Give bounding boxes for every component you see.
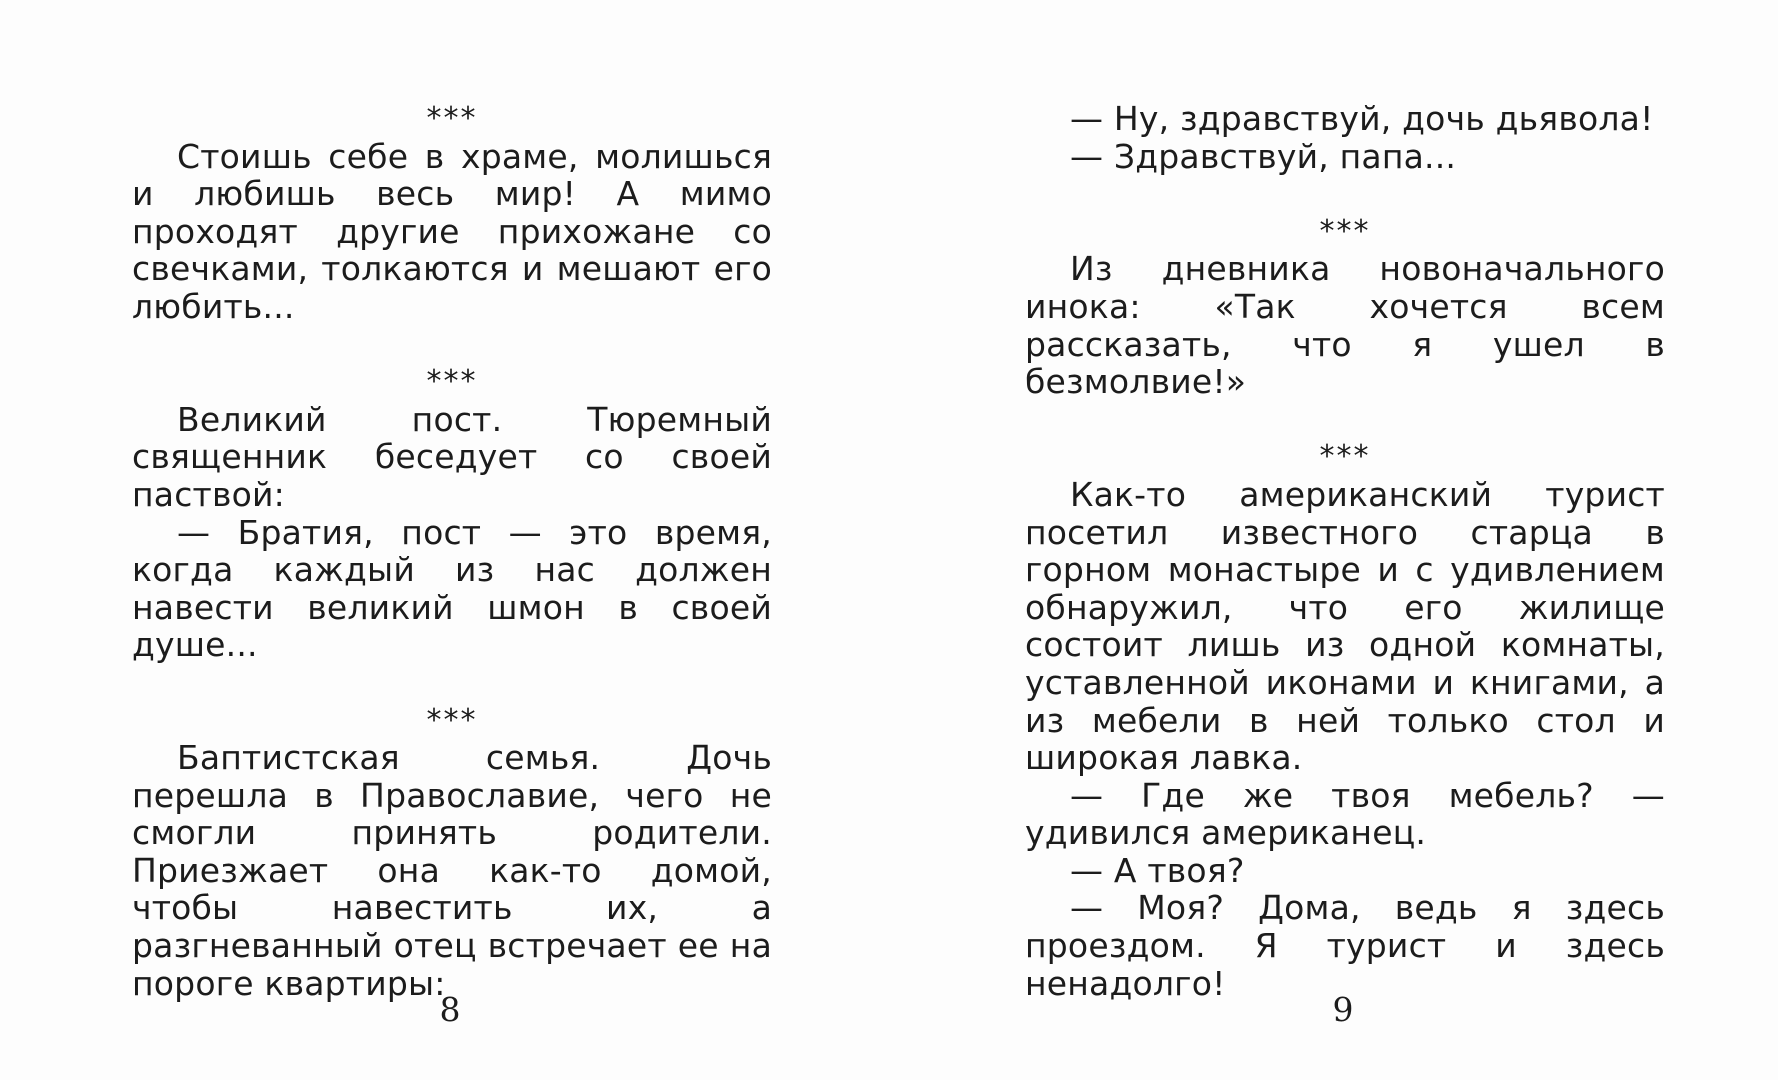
section-separator: *** [1319,213,1371,249]
paragraph: Великий пост. Тюремный священник беседует со своей паствой: [132,399,772,514]
dialogue-line: — А твоя? [1070,850,1245,890]
paragraph: Как-то американский турист посетил известного старца в горном монастыре и с удивлением обнаружил, что его жилище состоит лишь из одной комнаты, уставленной иконами и книгами, а из мебели в ней только стол и широкая лавка. [1025,474,1665,778]
section-separator: *** [1319,439,1371,475]
dialogue-line: — Здравствуй, папа... [1070,136,1457,176]
dialogue-line: — Моя? Дома, ведь я здесь проездом. Я турист и здесь ненадолго! [1025,888,1665,1003]
page-number: 8 [439,990,461,1029]
left-page [132,100,772,1002]
section-separator: *** [426,101,478,136]
dialogue-line: — Братия, пост — это время, когда каждый из нас должен навести великий шмон в своей душе... [132,512,772,665]
right-page [1025,100,1665,1002]
paragraph: Стоишь себе в храме, молишься и любишь весь мир! А мимо проходят другие прихожане со свечками, толкаются и мешают его любить... [132,136,772,326]
section-separator: *** [426,702,478,738]
dialogue-line: — Где же твоя мебель? — удивился американец. [1025,775,1665,853]
paragraph: Баптистская семья. Дочь перешла в Православие, чего не смогли принять родители. Приезжает она как-то домой, чтобы навестить их, а разгневанный отец встречает ее на пороге квартиры: [132,738,772,1003]
paragraph: Из дневника новоначального инока: «Так хочется всем рассказать, что я ушел в безмолвие!» [1025,249,1665,402]
section-separator: *** [426,364,478,400]
page-number: 9 [1332,990,1354,1029]
dialogue-line: — Ну, здравствуй, дочь дьявола! [1070,99,1654,138]
